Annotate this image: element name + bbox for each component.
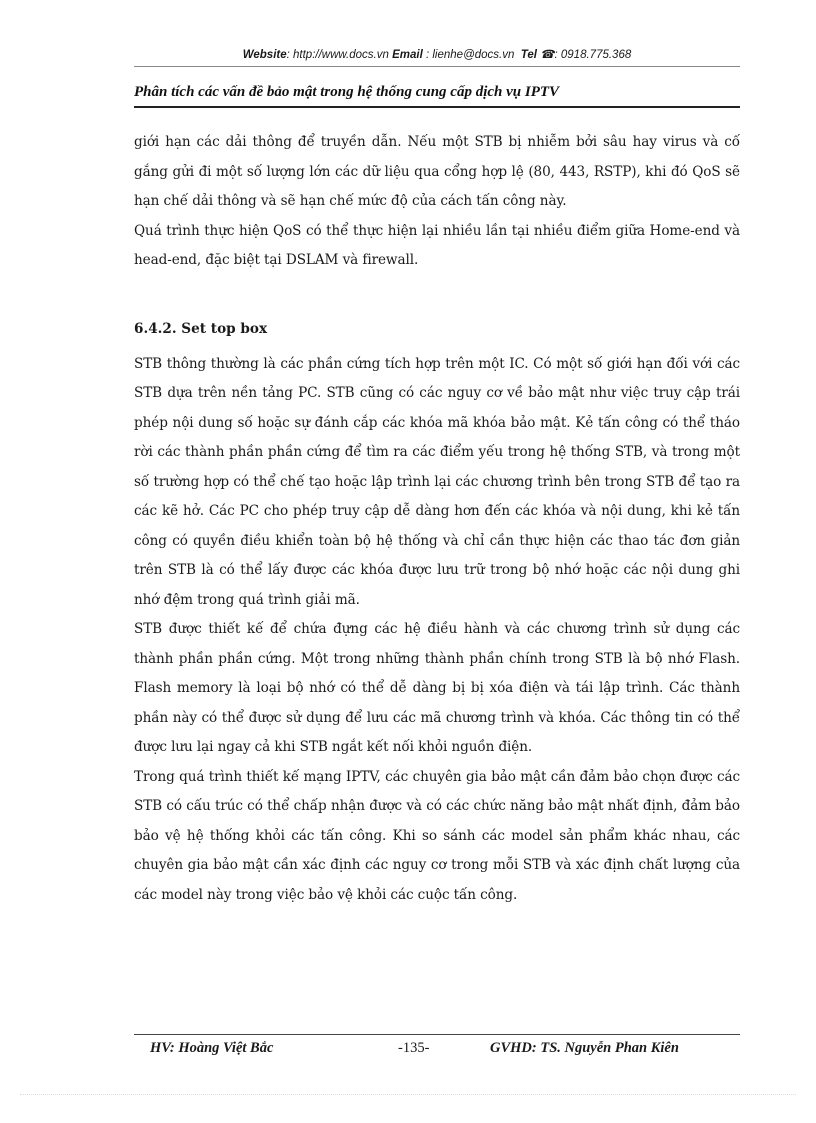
paragraph-3: STB thông thường là các phần cứng tích hợp trên một IC. Có một số giới hạn đối với các STB dựa trên nền tảng PC. STB cũng có các nguy cơ về bảo mật như việc truy cập trái phép nội dung số hoặc sự đánh cắp các khóa mã khóa bảo mật. Kẻ tấn công có thể tháo rời các thành phần phần cứng để tìm ra các điểm yếu trong hệ thống STB, và trong một số trường hợp có thể chế tạo hoặc lập trình lại các chương trình bên trong STB để tạo ra các kẽ hở. Các PC cho phép truy cập dễ dàng hơn đến các khóa và nội dung, khi kẻ tấn công có quyền điều khiển toàn bộ hệ thống và chỉ cần thực hiện các thao tác đơn giản trên STB là có thể lấy được các khóa được lưu trữ trong bộ nhớ hoặc các nội dung ghi nhớ đệm trong quá trình giải mã. xyxy=(134,355,740,608)
header-divider xyxy=(134,66,740,67)
paragraph-1: giới hạn các dải thông để truyền dẫn. Nếu một STB bị nhiễm bởi sâu hay virus và cố gắng gửi đi một số lượng lớn các dữ liệu qua cổng hợp lệ (80, 443, RSTP), khi đó QoS sẽ hạn chế dải thông và sẽ hạn chế mức độ của cách tấn công này. xyxy=(134,134,740,209)
paragraph-2: Quá trình thực hiện QoS có thể thực hiện lại nhiều lần tại nhiều điểm giữa Home-end và head-end, đặc biệt tại DSLAM và firewall. xyxy=(134,222,740,268)
header-contact-line xyxy=(134,47,740,61)
tel-value: : 0918.775.368 xyxy=(554,49,632,61)
paragraph-4: STB được thiết kế để chứa đựng các hệ điều hành và các chương trình sử dụng các thành phần phần cứng. Một trong những thành phần chính trong STB là bộ nhớ Flash. Flash memory là loại bộ nhớ có thể dễ dàng bị bị xóa điện và tái lập trình. Các thành phần này có thể được sử dụng để lưu các mã chương trình và khóa. Các thông tin có thể được lưu lại ngay cả khi STB ngắt kết nối khỏi nguồn điện. xyxy=(134,621,740,755)
website-label: Website xyxy=(242,49,287,61)
tel-label: Tel xyxy=(520,49,537,61)
footer-divider xyxy=(134,1034,740,1035)
email-label: Email xyxy=(392,49,423,61)
footer-student: HV: Hoàng Việt Bắc xyxy=(150,1040,274,1056)
page-number: -135- xyxy=(398,1040,430,1056)
website-value: : http://www.docs.vn xyxy=(286,49,389,61)
page-edge xyxy=(20,1094,796,1095)
paragraph-5: Trong quá trình thiết kế mạng IPTV, các chuyên gia bảo mật cần đảm bảo chọn được các STB có cấu trúc có thể chấp nhận được và có các chức năng bảo mật nhất định, đảm bảo bảo vệ hệ thống khỏi các tấn công. Khi so sánh các model sản phẩm khác nhau, các chuyên gia bảo mật cần xác định các nguy cơ trong mỗi STB và xác định chất lượng của các model này trong việc bảo vệ khỏi các cuộc tấn công. xyxy=(134,768,740,903)
email-value: : lienhe@docs.vn xyxy=(425,49,515,61)
phone-icon: ☎ xyxy=(540,49,555,61)
footer-advisor: GVHD: TS. Nguyễn Phan Kiên xyxy=(490,1040,679,1056)
section-heading: 6.4.2. Set top box xyxy=(134,320,268,337)
title-divider xyxy=(134,106,740,108)
page-content xyxy=(134,128,740,910)
document-title: Phân tích các vấn đề bảo mật trong hệ thống cung cấp dịch vụ IPTV xyxy=(134,84,560,100)
